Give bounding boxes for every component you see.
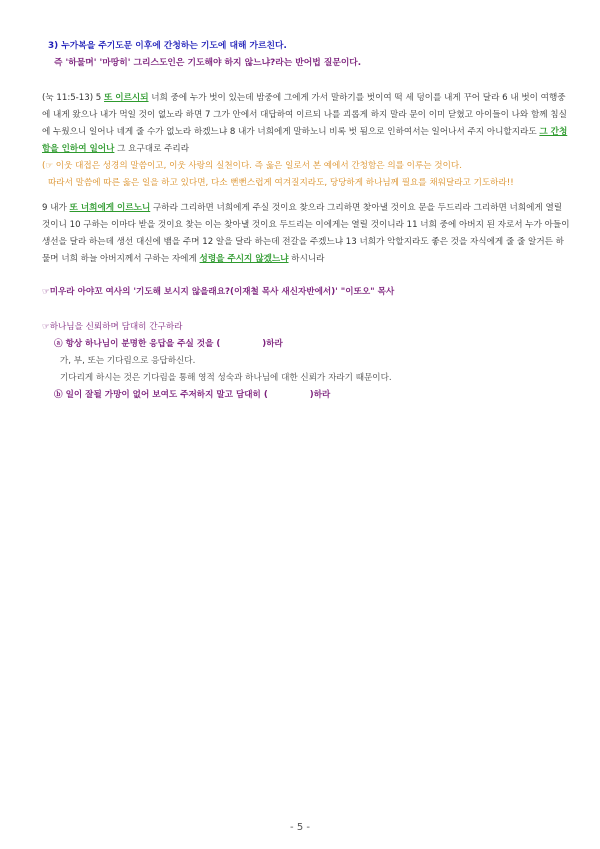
section-heading <box>48 38 578 72</box>
verse-9-end: 하시니라 <box>288 254 325 264</box>
item-a-sub-2: 기다리게 하시는 것은 기다림을 통해 영적 성숙과 하나님에 대한 신뢰가 자라기 때문이다. <box>60 373 392 383</box>
item-a-text: ⓐ 항상 하나님이 분명한 응답을 주실 것을 ( <box>54 339 221 349</box>
verse-9-pre: 9 내가 <box>42 203 70 213</box>
verse-9-passage <box>42 200 572 268</box>
luke-passage <box>42 90 572 192</box>
item-b-end: )하라 <box>309 390 331 400</box>
verse-9-body: 구하라 그리하면 너희에게 주실 것이요 찾으라 그리하면 찾아낼 것이요 문을 두드리라 그리하면 너희에게 열릴 것이니 10 구하는 이마다 받을 것이요 찾는 이는 찾아낼 것이요 두드리는 이에게는 열릴 것이니라 11 너희 중에 아버지 된 자로서 누가 아들이 생선을 달라 하는데 생선 대신에 뱀을 주며 12 알을 달라 하는데 전갈을 주겠느냐 13 너희가 악할지라도 좋은 것을 자식에게 줄 줄 알거든 하물며 너희 하늘 아버지께서 구하는 자에게 <box>42 203 570 264</box>
luke-highlight-2: 그 간청함을 인하여 일어나 <box>42 127 568 154</box>
item-a-end: )하라 <box>262 339 283 349</box>
item-b <box>42 387 572 404</box>
luke-highlight-1: 또 이르시되 <box>104 93 149 103</box>
reference-line: ☞미우라 아야꼬 여사의 '기도해 보시지 않을래요?(이재철 목사 새신자반에서)' "이또오" 목사 <box>42 287 395 297</box>
heading-line-1: 3) 누가복을 주기도문 이후에 간청하는 기도에 대해 가르친다. <box>48 41 287 51</box>
luke-end: 그 요구대로 주리라 <box>114 144 190 154</box>
item-a-sub-1: 가, 부, 또는 기다림으로 응답하신다. <box>60 356 196 366</box>
verse-9-highlight-2: 성령을 주시지 않겠느냐 <box>199 254 289 264</box>
item-a <box>42 336 572 353</box>
verse-9-highlight-1: 또 너희에게 이르노니 <box>69 203 151 213</box>
section-title: ☞하나님을 신뢰하며 담대히 간구하라 <box>42 322 183 332</box>
luke-ref: (눅 11:5-13) 5 <box>42 93 105 103</box>
note-line-2: 따라서 말씀에 따른 옳은 일을 하고 있다면, 다소 뻔뻔스럽게 여겨질지라도, 당당하게 하나님께 필요를 채워달라고 기도하라!! <box>48 178 514 188</box>
prayer-section <box>42 319 572 404</box>
page-number: - 5 - <box>290 822 310 833</box>
item-b-text: ⓑ 일이 잘될 가망이 없어 보여도 주저하지 말고 담대히 ( <box>54 390 268 400</box>
luke-text <box>42 90 572 158</box>
note-line-1: (☞ 이웃 대접은 성경의 말씀이고, 이웃 사랑의 실천이다. 즉 옳은 일로서 본 예에서 간청함은 의를 이루는 것이다. <box>42 161 462 171</box>
heading-line-2: 즉 '하물며' '마땅히' 그리스도인은 기도해야 하지 않느냐?라는 반어법 질문이다. <box>54 58 362 68</box>
verse-9-text <box>42 200 572 268</box>
luke-body: 너희 중에 누가 벗이 있는데 밤중에 그에게 가서 말하기를 벗이여 떡 세 덩이를 내게 꾸어 달라 6 내 벗이 여행중에 내게 왔으나 내가 먹일 것이 없노라 하면 7 그가 안에서 대답하여 이르되 나를 괴롭게 하지 말라 문이 이미 닫혔고 아이들이 나와 함께 침실에 누웠으니 일어나 네게 줄 수가 없노라 하겠느냐 8 내가 너희에게 말하노니 비록 벗 됨으로 인하여서는 일어나서 주지 아니할지라도 <box>42 93 567 137</box>
